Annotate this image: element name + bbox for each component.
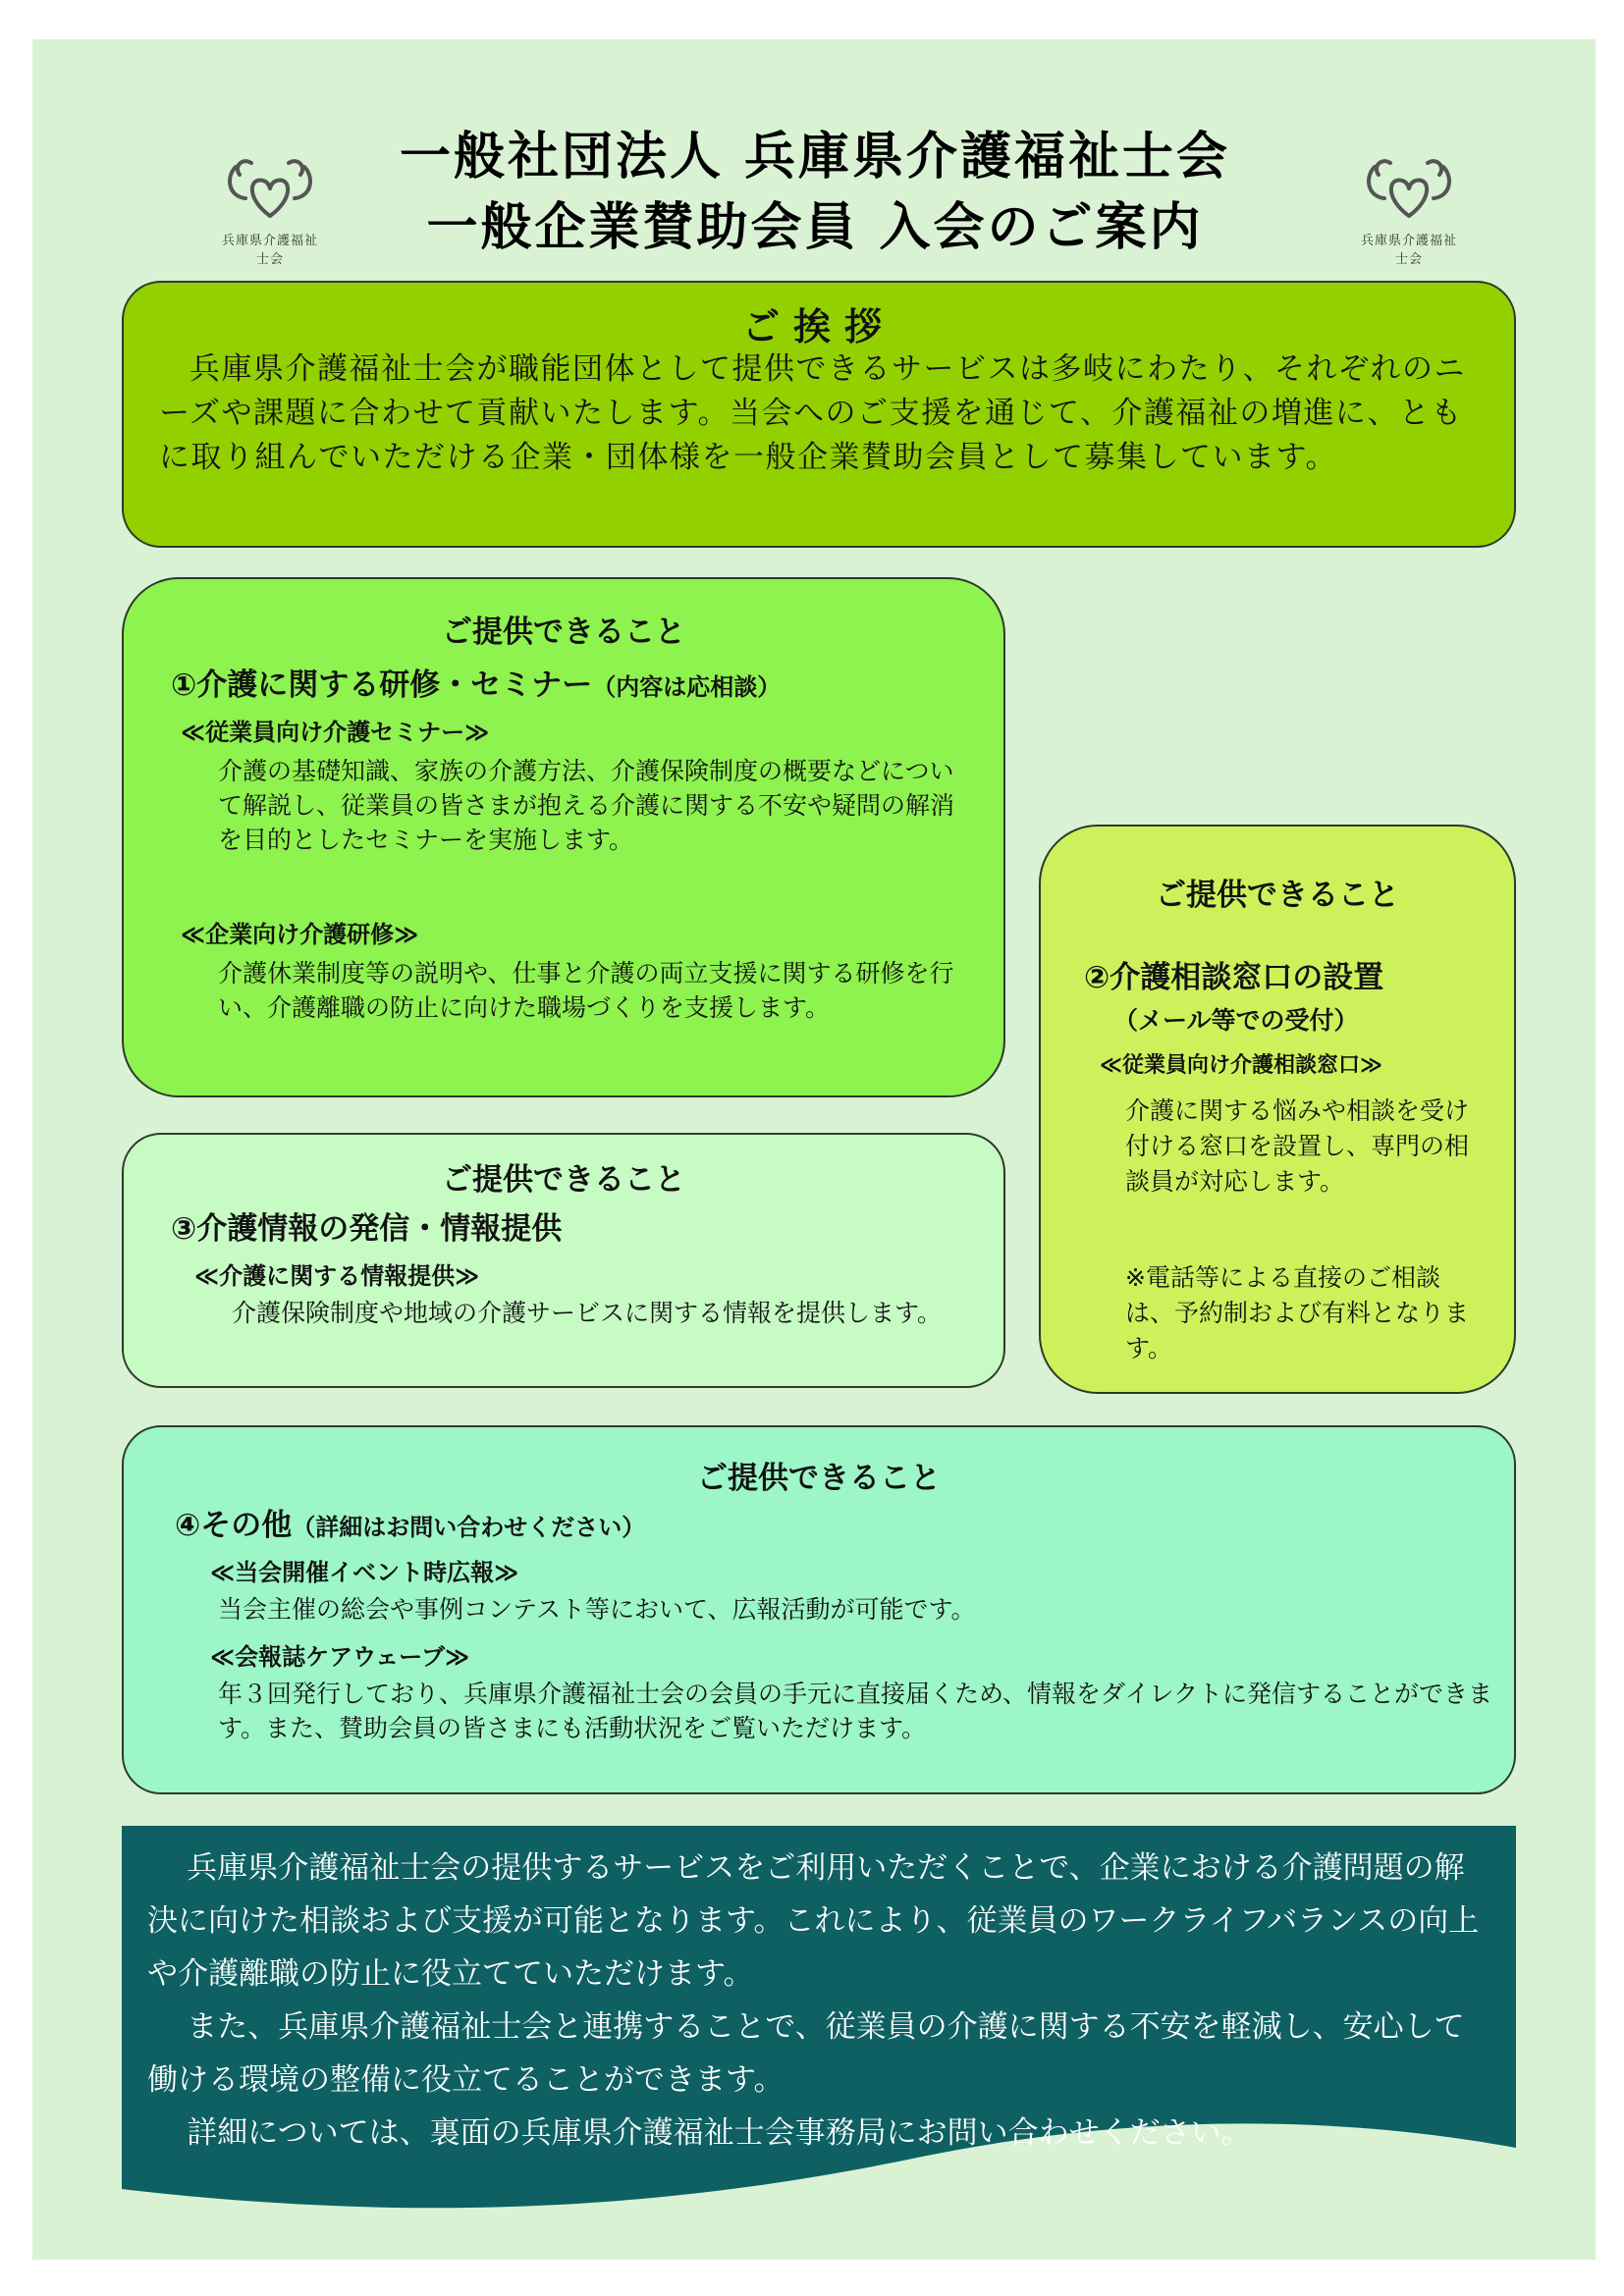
section-2-item-title: ②介護相談窓口の設置 <box>1084 960 1384 995</box>
section-4-heading: ご提供できること <box>697 1461 941 1496</box>
section-2-heading: ご提供できること <box>1156 878 1399 913</box>
section-1-sub2-body: 介護休業制度等の説明や、仕事と介護の両立支援に関する研修を行い、介護離職の防止に向けた職場づくりを支援します。 <box>218 959 954 1022</box>
page-title-line1: 一般社団法人 兵庫県介護福祉士会 <box>399 128 1231 187</box>
section-2-body2: ※電話等による直接のご相談は、予約制および有料となります。 <box>1125 1263 1470 1362</box>
section-2-item-note: （メール等での受付） <box>1113 1006 1359 1035</box>
section-3-heading: ご提供できること <box>442 1162 685 1198</box>
section-1-item-title <box>171 660 996 704</box>
heart-hands-logo-icon <box>1355 147 1463 226</box>
section-2-body1: 介護に関する悩みや相談を受け付ける窓口を設置し、専門の相談員が対応します。 <box>1125 1096 1470 1196</box>
logo-right <box>1355 147 1463 267</box>
greeting-box <box>122 281 1516 548</box>
section-3-body: 介護保険制度や地域の介護サービスに関する情報を提供します。 <box>232 1299 943 1327</box>
section-4-sub2-title: ≪会報誌ケアウェーブ≫ <box>210 1643 470 1671</box>
section-4-item-title-text: ④その他 <box>175 1508 293 1543</box>
summary-paragraph-1: 兵庫県介護福祉士会の提供するサービスをご利用いただくことで、企業における介護問題の解決に向けた相談および支援が可能となります。これにより、従業員のワークライフバランスの向上や介護離職の防止に役立てていただけます。 <box>147 1850 1480 1992</box>
section-1-item-title-text: ①介護に関する研修・セミナー <box>171 667 593 703</box>
summary-banner <box>147 1842 1492 2160</box>
section-3-sub-title: ≪介護に関する情報提供≫ <box>194 1262 480 1290</box>
section-4-sub1-body: 当会主催の総会や事例コンテスト等において、広報活動が可能です。 <box>218 1595 976 1624</box>
section-2-sub-title: ≪従業員向け介護相談窓口≫ <box>1100 1053 1383 1078</box>
logo-caption: 兵庫県介護福祉士会 <box>1360 234 1457 267</box>
section-3-item-title: ③介護情報の発信・情報提供 <box>171 1211 563 1247</box>
section-1-heading: ご提供できること <box>442 614 685 650</box>
section-4-item-title <box>175 1500 645 1544</box>
section-1-sub1-title: ≪従業員向け介護セミナー≫ <box>181 719 490 746</box>
logo-left <box>216 147 324 267</box>
section-4-sub2-body: 年３回発行しており、兵庫県介護福祉士会の会員の手元に直接届くため、情報をダイレクトに発信することができます。また、賛助会員の皆さまにも活動状況をご覧いただけます。 <box>218 1680 1493 1742</box>
heart-hands-logo-icon <box>216 147 324 226</box>
section-3-box <box>122 1133 1005 1388</box>
section-2-box <box>1039 825 1516 1394</box>
section-1-item-note: （内容は応相談） <box>592 673 782 701</box>
summary-paragraph-3: 詳細については、裏面の兵庫県介護福祉士会事務局にお問い合わせください。 <box>187 2115 1252 2151</box>
section-1-box <box>122 577 1005 1097</box>
section-4-box <box>122 1425 1516 1794</box>
page-title-line2: 一般企業賛助会員 入会のご案内 <box>426 198 1204 257</box>
greeting-body: 兵庫県介護福祉士会が職能団体として提供できるサービスは多岐にわたり、それぞれのニーズや課題に合わせて貢献いたします。当会へのご支援を通じて、介護福祉の増進に、ともに取り組んでいただける企業・団体様を一般企業賛助会員として募集しています。 <box>159 351 1466 475</box>
summary-paragraph-2: また、兵庫県介護福祉士会と連携することで、従業員の介護に関する不安を軽減し、安心して働ける環境の整備に役立てることができます。 <box>147 2009 1465 2098</box>
section-1-sub1-body: 介護の基礎知識、家族の介護方法、介護保険制度の概要などについて解説し、従業員の皆さまが抱える介護に関する不安や疑問の解消を目的としたセミナーを実施します。 <box>218 757 955 854</box>
section-4-item-note: （詳細はお問い合わせください） <box>292 1514 646 1541</box>
greeting-heading: ご挨拶 <box>741 305 895 348</box>
section-1-sub2-title: ≪企業向け介護研修≫ <box>181 921 419 948</box>
section-4-sub1-title: ≪当会開催イベント時広報≫ <box>210 1559 519 1586</box>
logo-caption: 兵庫県介護福祉士会 <box>221 234 318 267</box>
